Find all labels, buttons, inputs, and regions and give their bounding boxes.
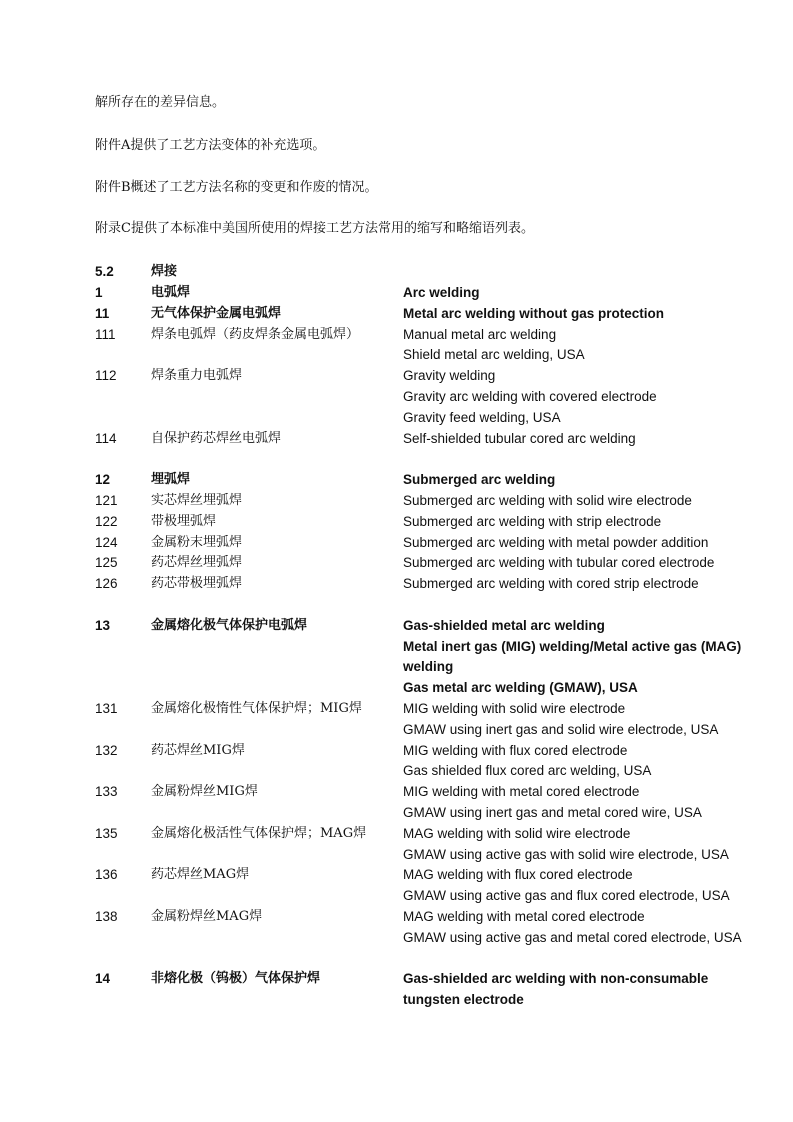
process-name-zh: 金属粉末埋弧焊 [151,534,243,550]
table-row [95,512,765,533]
process-name-en: Submerged arc welding with cored strip electrode [403,576,699,592]
table-row [95,949,765,970]
process-name-en: MIG welding with metal cored electrode [403,784,640,800]
process-name-en: Gas shielded flux cored arc welding, USA [403,763,652,779]
process-number: 124 [95,534,118,550]
process-name-en: Shield metal arc welding, USA [403,347,585,363]
table-row [95,907,765,928]
process-name-zh: 埋弧焊 [151,472,191,488]
process-number: 11 [95,305,110,321]
process-name-zh: 金属熔化极惰性气体保护焊；MIG焊 [151,701,362,716]
process-name-en: GMAW using active gas and flux cored electrode, USA [403,888,730,904]
process-name-zh: 焊条电弧焊（药皮焊条金属电弧焊） [151,326,360,342]
table-row [95,533,765,554]
table-row [95,865,765,886]
process-name-en: Gravity arc welding with covered electrode [403,389,657,404]
process-number: 133 [95,784,118,800]
section-number: 5.2 [95,264,114,279]
process-number: 131 [95,701,118,716]
table-row [95,574,765,595]
intro-line: 附件B概述了工艺方法名称的变更和作废的情况。 [95,180,378,195]
table-row [95,741,765,762]
table-row [95,761,765,782]
table-row [95,387,765,408]
process-name-en: Arc welding [403,285,480,300]
table-row [95,990,765,1011]
process-name-zh: 药芯带极埋弧焊 [151,576,243,592]
process-name-en: Self-shielded tubular cored arc welding [403,430,636,446]
process-name-en: Gravity welding [403,368,496,384]
section-heading [95,262,765,283]
process-name-zh: 非熔化极（钨极）气体保护焊 [151,971,321,987]
process-number: 12 [95,472,111,488]
process-name-zh: 带极埋弧焊 [151,513,217,529]
process-number: 126 [95,576,118,592]
process-name-zh: 焊条重力电弧焊 [151,368,243,384]
table-row [95,366,765,387]
process-name-zh: 药芯焊丝MAG焊 [151,867,250,883]
process-number: 121 [95,493,118,508]
process-name-zh: 金属熔化极气体保护电弧焊 [151,617,308,633]
table-row [95,782,765,803]
process-number: 13 [95,617,111,633]
process-name-en: tungsten electrode [403,992,524,1008]
process-name-en: Submerged arc welding with metal powder addition [403,534,709,550]
intro-line: 附录C提供了本标准中美国所使用的焊接工艺方法常用的缩写和略缩语列表。 [95,221,534,236]
table-row [95,803,765,824]
table-row [95,845,765,866]
table-row [95,637,765,658]
process-name-en: MAG welding with solid wire electrode [403,825,631,841]
process-name-zh: 金属粉焊丝MAG焊 [151,909,263,924]
process-name-zh: 金属粉焊丝MIG焊 [151,784,258,800]
table-row [95,470,765,491]
process-name-en: GMAW using active gas with solid wire electrode, USA [403,846,729,862]
table-row [95,657,765,678]
process-name-en: Submerged arc welding with tubular cored electrode [403,555,715,571]
process-name-en: Metal arc welding without gas protection [403,305,665,321]
process-name-zh: 无气体保护金属电弧焊 [151,305,282,321]
process-name-en: GMAW using inert gas and metal cored wire, USA [403,805,702,820]
process-name-en: Gravity feed welding, USA [403,409,561,425]
section-title: 焊接 [151,264,178,279]
process-number: 112 [95,368,117,384]
process-name-zh: 自保护药芯焊丝电弧焊 [151,430,282,446]
process-name-en: welding [403,659,454,675]
process-number: 114 [95,430,117,446]
process-number: 111 [95,326,116,342]
table-row [95,969,765,990]
table-row [95,886,765,907]
process-name-en: MIG welding with flux cored electrode [403,742,628,758]
process-number: 1 [95,285,103,300]
process-name-en: Metal inert gas (MIG) welding/Metal active gas (MAG) [403,638,742,654]
process-name-en: Submerged arc welding [403,472,556,488]
process-name-zh: 实芯焊丝埋弧焊 [151,493,243,508]
process-name-en: Submerged arc welding with solid wire electrode [403,493,692,508]
table-row [95,553,765,574]
process-name-en: GMAW using active gas and metal cored electrode, USA [403,929,742,945]
table-row [95,824,765,845]
table-row [95,449,765,470]
intro-line: 解所存在的差异信息。 [95,95,226,110]
process-number: 125 [95,555,118,571]
process-name-zh: 金属熔化极活性气体保护焊；MAG焊 [151,825,367,841]
process-number: 132 [95,742,118,758]
table-row [95,720,765,741]
table-row [95,325,765,346]
process-number: 122 [95,513,118,529]
table-row [95,408,765,429]
table-row [95,491,765,512]
table-row [95,616,765,637]
process-name-en: Submerged arc welding with strip electrode [403,513,662,529]
table-row [95,699,765,720]
table-row [95,304,765,325]
process-number: 136 [95,867,118,883]
process-name-zh: 药芯焊丝埋弧焊 [151,555,243,571]
process-name-en: Gas-shielded metal arc welding [403,617,605,633]
table-row [95,345,765,366]
process-name-zh: 药芯焊丝MIG焊 [151,742,245,758]
process-number: 135 [95,825,118,841]
process-name-en: Manual metal arc welding [403,326,557,342]
process-name-en: MIG welding with solid wire electrode [403,701,626,716]
table-row [95,283,765,304]
table-row [95,595,765,616]
table-row [95,429,765,450]
table-row [95,678,765,699]
intro-line: 附件A提供了工艺方法变体的补充选项。 [95,138,326,153]
process-number: 14 [95,971,111,987]
table-row [95,928,765,949]
process-name-en: MAG welding with metal cored electrode [403,909,645,924]
process-name-en: MAG welding with flux cored electrode [403,867,633,883]
process-name-en: GMAW using inert gas and solid wire electrode, USA [403,721,719,737]
process-name-en: Gas-shielded arc welding with non-consumable [403,971,709,987]
process-number: 138 [95,909,118,924]
process-name-en: Gas metal arc welding (GMAW), USA [403,680,638,696]
process-name-zh: 电弧焊 [151,285,191,300]
